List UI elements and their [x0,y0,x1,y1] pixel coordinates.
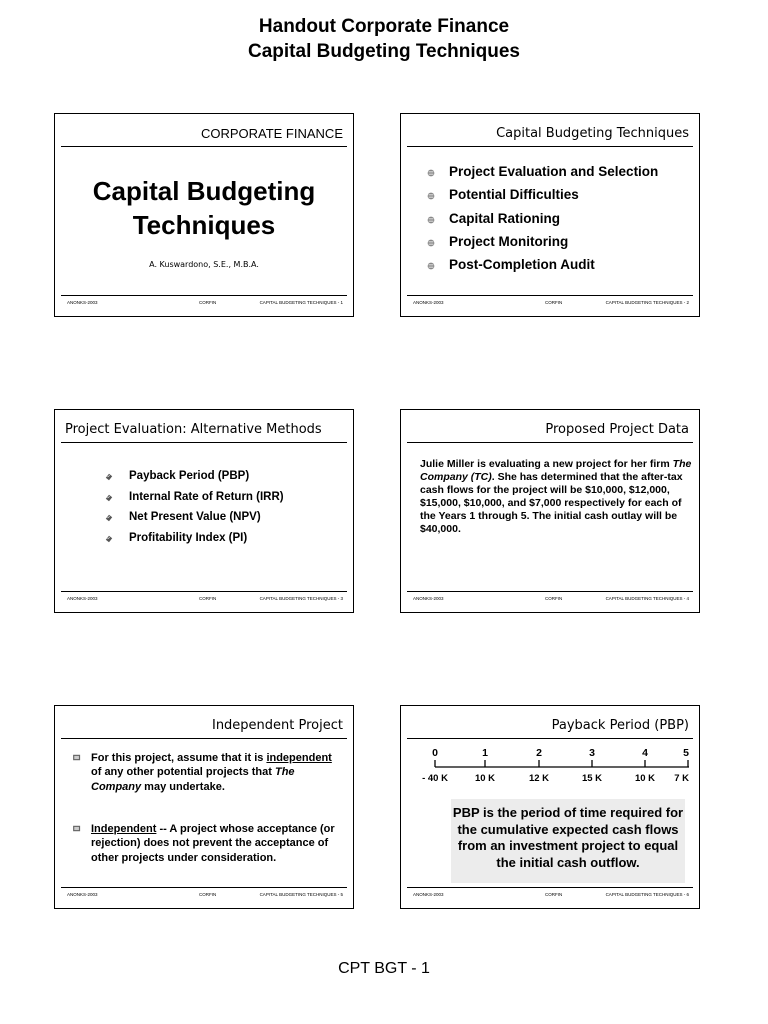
slide-3 [54,409,354,613]
slide-1 [54,113,354,317]
bullet-icon [427,192,435,200]
author: A. Kuswardono, S.E., M.B.A. [149,260,259,269]
cash-flow-label: 7 K [674,773,689,784]
year-label: 4 [642,748,648,759]
slide-footer [407,591,693,606]
slide-title-bar [407,712,693,739]
header-line-1: Handout Corporate Finance [258,16,510,37]
slide-footer [61,887,347,902]
definition-bullet: Independent -- A project whose acceptance (or rejection) does not prevent the acceptance of other projects under consideration. [73,822,347,865]
bullet-icon [105,473,113,481]
footer-slide-number: CAPITAL BUDGETING TECHNIQUES - 1 [259,300,343,305]
list-item: Post-Completion Audit [427,257,658,280]
underlined-term: Independent [91,823,157,835]
footer-course: CORFIN [545,300,563,305]
list-item: Payback Period (PBP) [105,470,284,491]
slide-title: Payback Period (PBP) [551,718,689,733]
bullet-icon [105,535,113,543]
list-item: Internal Rate of Return (IRR) [105,491,284,512]
year-label: 1 [482,748,488,759]
slide-2 [400,113,700,317]
footer-author: ANONKS-2003 [413,300,444,305]
year-label: 0 [432,748,438,759]
project-description: Julie Miller is evaluating a new project for her firm The Company (TC). She has determined that the after-tax cash flows for the project will be $10,000, $12,000, $15,000, $10,000, and $7,000 respectively for each of the Years 1 through 5. The initial cash outlay will be $40,000. [420,458,692,535]
footer-slide-number: CAPITAL BUDGETING TECHNIQUES - 4 [605,596,689,601]
cash-flow-label: 10 K [634,773,656,784]
slide-title-bar [407,120,693,147]
footer-course: CORFIN [199,596,217,601]
bullet-icon [427,239,435,247]
slide-title-bar [61,416,347,443]
footer-slide-number: CAPITAL BUDGETING TECHNIQUES - 6 [605,892,689,897]
cash-flow-label: 12 K [528,773,550,784]
footer-course: CORFIN [545,596,563,601]
bullet-icon [427,262,435,270]
company-name: The Company [91,766,295,793]
timeline-axis [435,760,689,767]
list-item: Project Evaluation and Selection [427,164,658,187]
year-label: 5 [683,748,689,759]
topic-list [427,164,658,280]
footer-course: CORFIN [545,892,563,897]
footer-author: ANONKS-2003 [67,300,98,305]
slide-6 [400,705,700,909]
footer-author: ANONKS-2003 [413,596,444,601]
slide-title: CORPORATE FINANCE [200,126,343,141]
cash-flow-label: 15 K [581,773,603,784]
definition-box [451,799,685,883]
cash-flow-label: - 40 K [422,773,448,784]
bullet-icon [73,825,81,832]
list-item: Potential Difficulties [427,187,658,210]
list-item: Profitability Index (PI) [105,532,284,553]
assumption-bullet: For this project, assume that it is independent of any other potential projects that The Company may undertake. [73,751,335,794]
footer-slide-number: CAPITAL BUDGETING TECHNIQUES - 3 [259,596,343,601]
cash-flow-label: 10 K [474,773,496,784]
footer-course: CORFIN [199,300,217,305]
bullet-icon [427,216,435,224]
slide-title-bar [407,416,693,443]
slide-5 [54,705,354,909]
list-item: Net Present Value (NPV) [105,511,284,532]
cash-flow-timeline [417,748,689,788]
page-number: CPT BGT - 1 [338,960,430,977]
slide-footer [407,295,693,310]
slide-4 [400,409,700,613]
footer-course: CORFIN [199,892,217,897]
method-list [105,470,284,552]
footer-author: ANONKS-2003 [67,596,98,601]
main-title-line-1: Capital Budgeting [92,176,316,206]
list-item: Project Monitoring [427,234,658,257]
slide-title: Capital Budgeting Techniques [496,126,689,141]
slide-title: Proposed Project Data [545,422,689,437]
year-label: 3 [589,748,595,759]
pbp-definition: PBP is the period of time required for the cumulative expected cash flows from an investment project to equal the initial cash outflow. [452,805,684,870]
list-item: Capital Rationing [427,211,658,234]
footer-author: ANONKS-2003 [67,892,98,897]
footer-slide-number: CAPITAL BUDGETING TECHNIQUES - 5 [259,892,343,897]
page-header [0,14,768,64]
bullet-icon [73,754,81,761]
footer-author: ANONKS-2003 [413,892,444,897]
header-line-2: Capital Budgeting Techniques [248,41,520,62]
slide-title: Independent Project [211,718,343,733]
slide-title: Project Evaluation: Alternative Methods [65,422,322,437]
slide-footer [61,295,347,310]
bullet-icon [427,169,435,177]
slide-title-bar [61,120,347,147]
slide-title-bar [61,712,347,739]
main-title-line-2: Techniques [132,210,276,240]
bullet-icon [105,494,113,502]
bullet-icon [105,514,113,522]
main-title [55,174,353,242]
slide-footer [407,887,693,902]
slide-footer [61,591,347,606]
company-name: The Company (TC) [420,458,692,483]
footer-slide-number: CAPITAL BUDGETING TECHNIQUES - 2 [605,300,689,305]
year-label: 2 [536,748,542,759]
underlined-term: independent [266,752,332,764]
